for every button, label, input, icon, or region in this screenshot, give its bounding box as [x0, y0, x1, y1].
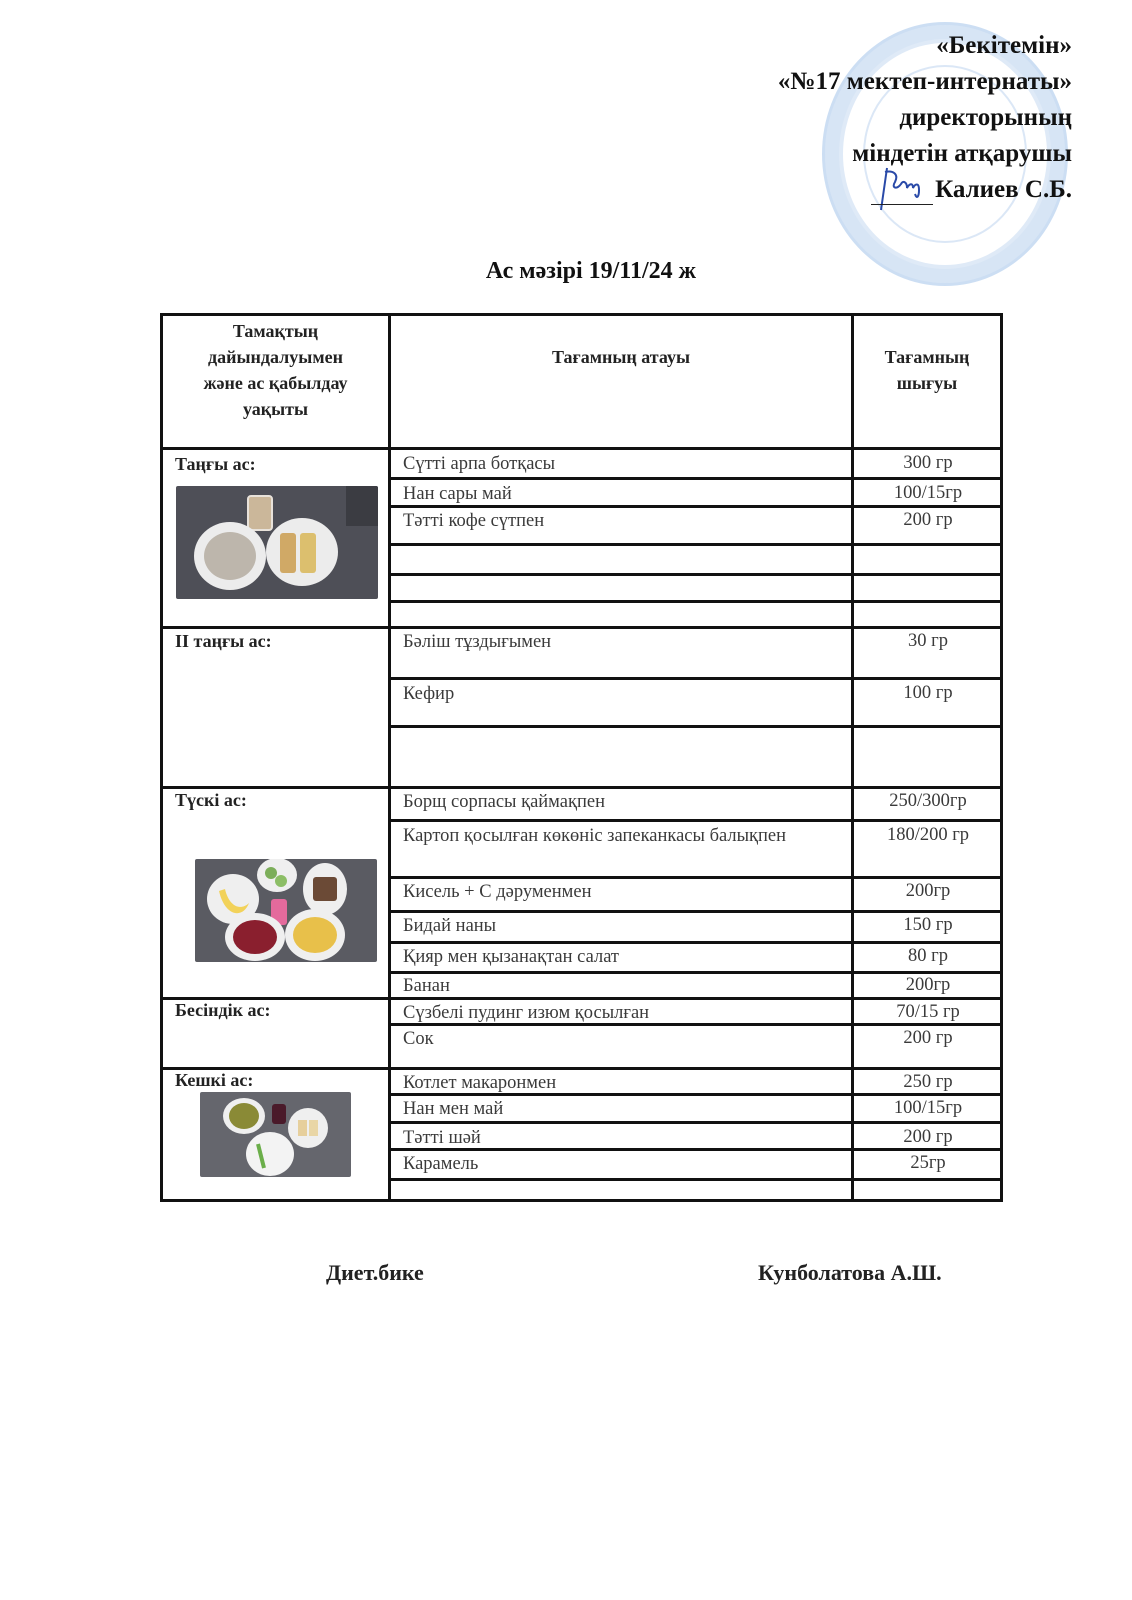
- food-qty: 300 гр: [903, 453, 953, 473]
- approval-block: [778, 28, 1072, 208]
- row-divider: [390, 1121, 1000, 1124]
- food-name: Сок: [403, 1029, 434, 1049]
- food-qty: 200 гр: [903, 510, 953, 530]
- breakfast-photo: [176, 486, 378, 599]
- food-name: Котлет макаронмен: [403, 1073, 557, 1093]
- approval-line: «№17 мектеп-интернаты»: [777, 68, 1072, 95]
- food-qty: 200гр: [905, 975, 951, 995]
- dinner-photo-icon: [200, 1092, 351, 1177]
- lunch-photo-icon: [195, 859, 377, 962]
- footer-role: Диет.бике: [326, 1260, 424, 1285]
- food-name: Бидай наны: [403, 916, 497, 936]
- header-time: Тамақтың дайындалуымен және ас қабылдау уақыты: [203, 321, 348, 419]
- breakfast-photo-icon: [176, 486, 378, 599]
- approval-signer-line: [778, 172, 1072, 208]
- row-divider: [390, 477, 1000, 480]
- signer-name: Калиев С.Б.: [935, 176, 1072, 203]
- food-name: Картоп қосылған көкөніс запеканкасы балықпен: [403, 826, 787, 846]
- food-qty: 180/200 гр: [886, 825, 970, 845]
- row-divider: [390, 725, 1000, 728]
- food-qty: 100 гр: [903, 683, 953, 703]
- food-name: Қияр мен қызанақтан салат: [403, 947, 620, 967]
- food-name: Сүтті арпа ботқасы: [403, 454, 556, 474]
- signature: [871, 178, 933, 208]
- food-name: Тәтті шәй: [403, 1128, 481, 1148]
- row-divider: [163, 447, 1000, 450]
- meal-label-lunch: Түскі ас:: [175, 790, 247, 810]
- meal-label-second-breakfast: ІІ таңғы ас:: [175, 631, 272, 651]
- food-qty: 150 гр: [903, 915, 953, 935]
- food-qty: 250/300гр: [889, 791, 967, 811]
- menu-table: [160, 313, 1003, 1202]
- meal-label-dinner: Кешкі ас:: [175, 1070, 254, 1090]
- header-yield: Тағамның шығуы: [884, 347, 970, 393]
- food-name: Банан: [403, 976, 450, 996]
- food-qty: 200 гр: [903, 1127, 953, 1147]
- row-divider: [390, 1178, 1000, 1181]
- food-name: Бәліш тұздығымен: [403, 632, 552, 652]
- row-divider: [390, 677, 1000, 680]
- food-name: Кисель + С дәруменмен: [403, 882, 592, 902]
- meal-label-breakfast: Таңғы ас:: [175, 454, 256, 474]
- row-divider: [390, 543, 1000, 546]
- signature-icon: [873, 164, 933, 214]
- row-divider: [390, 573, 1000, 576]
- food-qty: 100/15гр: [893, 1098, 963, 1118]
- footer-name: Кунболатова А.Ш.: [758, 1260, 942, 1285]
- meal-label-afternoon-snack: Бесіндік ас:: [175, 1000, 271, 1020]
- food-qty: 200гр: [905, 881, 951, 901]
- approval-line: директорының: [899, 104, 1072, 131]
- food-name: Карамель: [403, 1154, 479, 1174]
- food-qty: 25гр: [910, 1153, 946, 1173]
- food-qty: 100/15гр: [893, 483, 963, 503]
- food-qty: 200 гр: [903, 1028, 953, 1048]
- food-name: Борщ сорпасы қаймақпен: [403, 792, 605, 812]
- dinner-photo: [200, 1092, 351, 1177]
- food-name: Кефир: [403, 684, 455, 704]
- food-qty: 30 гр: [908, 631, 948, 651]
- food-name: Нан мен май: [403, 1099, 504, 1119]
- approval-line: міндетін атқарушы: [852, 140, 1072, 167]
- food-qty: 250 гр: [903, 1072, 953, 1092]
- page-title: Ас мәзірі 19/11/24 ж: [485, 258, 697, 284]
- approval-line: «Бекітемін»: [936, 32, 1072, 59]
- food-name: Тәтті кофе сүтпен: [403, 511, 545, 531]
- food-name: Сүзбелі пудинг изюм қосылған: [403, 1003, 650, 1023]
- header-name: Тағамның атауы: [551, 347, 691, 367]
- food-qty: 80 гр: [908, 946, 948, 966]
- food-qty: 70/15 гр: [896, 1002, 960, 1022]
- row-divider: [390, 819, 1000, 822]
- lunch-photo: [195, 859, 377, 962]
- row-divider: [390, 600, 1000, 603]
- food-name: Нан сары май: [403, 484, 512, 504]
